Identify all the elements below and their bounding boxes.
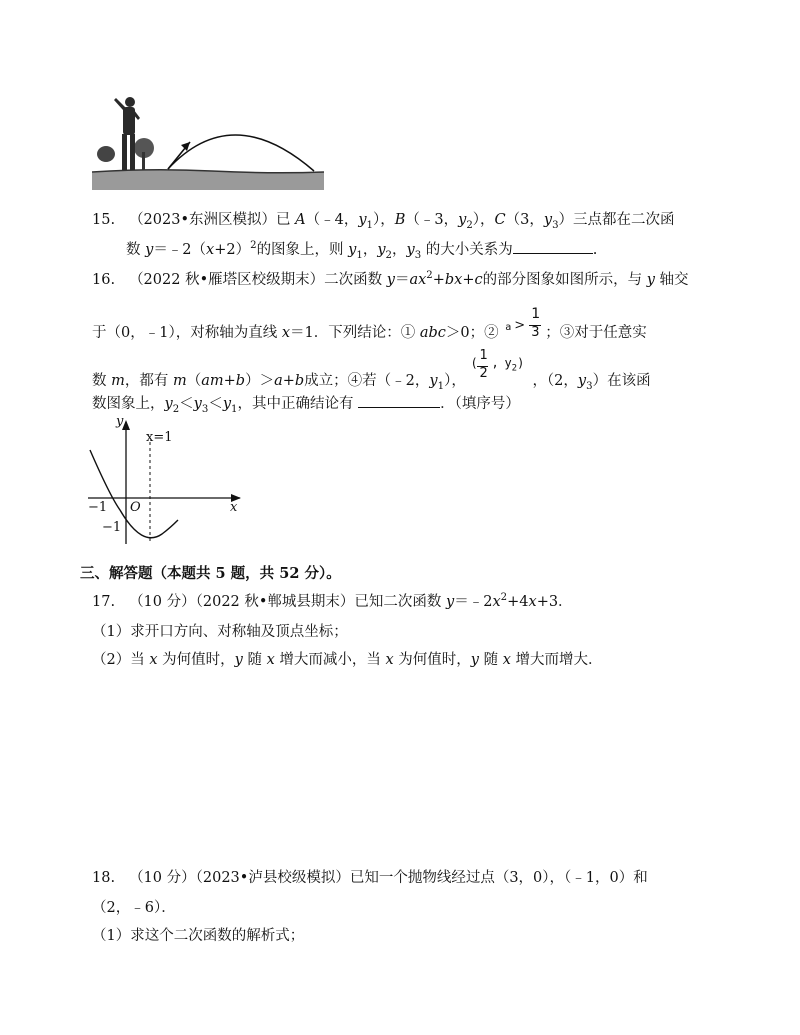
q17-sub1: （1）求开口方向、对称轴及顶点坐标； [92,624,348,640]
section-heading: 三、解答题（本题共 5 题，共 52 分）。 [80,565,341,582]
q16-graph-origin: O [130,500,141,515]
q15-number: 15. [92,212,116,228]
q16-line2: 于（0，﹣1），对称轴为直线 x＝1．下列结论：① abc＞0；② a > 1 3 ；③对于任意实 [92,314,647,352]
q16-line3: 数 m，都有 m（am+b）＞a+b成立；④若（﹣2，$y_1$）， ( 1 2 , $y_2$) ，（2，$y_3$）在该函 [92,348,651,392]
q16-number: 16. [92,272,116,288]
q16-point-half: ( 1 2 , $y_2$) [470,348,525,381]
q16-a-gt-fraction: a > 1 3 [505,306,541,340]
q16-line4: 数图象上，$y_2<y_3<y_1$，其中正确结论有 ．（填序号） [92,392,520,415]
q16-graph-x-label: x [230,500,238,515]
q17-line1: 17. （10 分）（2022 秋•郸城县期末）已知二次函数 $y=﹣2x^2+4x+3$． [92,592,573,610]
q15-answer-blank[interactable] [513,239,593,255]
q15-line2: 数 $y=﹣2(x+2)^2$的图象上，则 $y_1$，$y_2$，$y_3$ 的大小关系为 . [126,240,598,261]
q16-parabola-graph [84,414,250,548]
q18-line2: （2，﹣6）． [92,900,176,916]
q16-graph-neg-one-x: −1 [88,500,108,515]
q17-number: 17. [92,594,116,610]
q18-sub1: （1）求这个二次函数的解析式； [92,928,305,944]
q16-graph-y-label: y [116,414,124,429]
q15-line1: 15. （2023•东洲区模拟）已 A（﹣4，$y_1$），B（﹣3，$y_2$），C（3，$y_3$）三点都在二次函 [92,212,675,231]
q17-sub2: （2）当 x 为何值时，y 随 x 增大而减小，当 x 为何值时，y 随 x 增大而增大． [92,652,603,668]
q16-graph-neg-one-y: −1 [102,520,122,535]
q16-graph-axis-eq: x=1 [146,430,173,445]
q16-line1: 16. （2022 秋•雁塔区校级期末）二次函数 $y=ax^2+bx+c$的部分图象如图所示，与 y 轴交 [92,270,689,288]
q16-answer-blank[interactable] [358,393,440,409]
golf-illustration [92,92,324,192]
q18-number: 18. [92,870,116,886]
q18-line1: 18. （10 分）（2023•泸县校级模拟）已知一个抛物线经过点（3，0），（﹣1，0）和 [92,870,648,886]
